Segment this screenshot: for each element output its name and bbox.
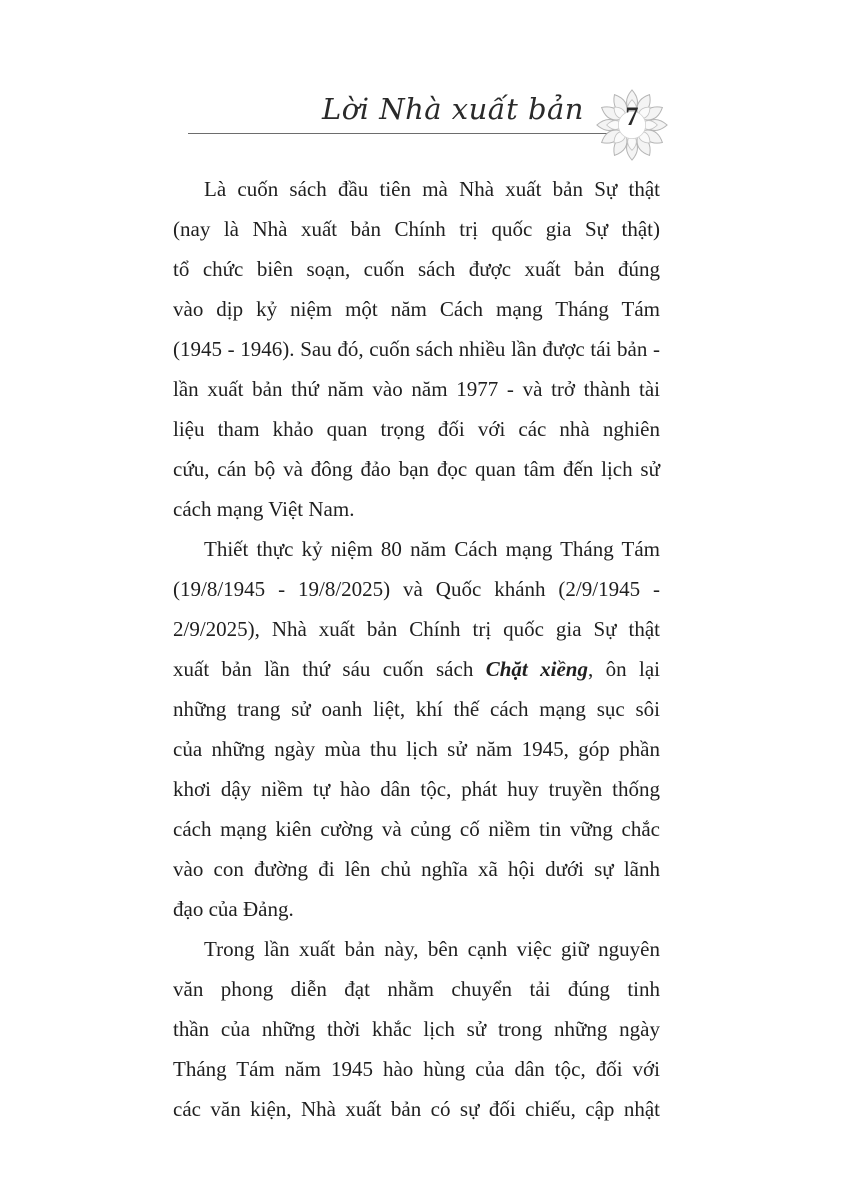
text-line: vào con đường đi lên chủ nghĩa xã hội dưới sự lãnh xyxy=(173,857,660,881)
text-line: đạo của Đảng. xyxy=(173,897,294,921)
text-line: văn phong diễn đạt nhằm chuyển tải đúng tinh xyxy=(173,977,660,1001)
text-run: , ôn lại xyxy=(587,657,660,681)
text-line: của những ngày mùa thu lịch sử năm 1945, góp phần xyxy=(173,737,660,761)
text-line: liệu tham khảo quan trọng đối với các nhà nghiên xyxy=(173,417,660,441)
text-line: Trong lần xuất bản này, bên cạnh việc giữ nguyên xyxy=(204,937,660,961)
text-run: xuất bản lần thứ sáu cuốn sách xyxy=(173,657,486,681)
text-line: lần xuất bản thứ năm vào năm 1977 - và trở thành tài xyxy=(173,377,660,401)
text-line: (nay là Nhà xuất bản Chính trị quốc gia Sự thật) xyxy=(173,217,660,241)
text-line: 2/9/2025), Nhà xuất bản Chính trị quốc gia Sự thật xyxy=(173,617,660,641)
text-line: Tháng Tám năm 1945 hào hùng của dân tộc, đối với xyxy=(173,1057,660,1081)
text-line: (1945 - 1946). Sau đó, cuốn sách nhiều lần được tái bản - xyxy=(173,337,660,361)
section-title: Lời Nhà xuất bản xyxy=(322,92,584,126)
text-line: Là cuốn sách đầu tiên mà Nhà xuất bản Sự thật xyxy=(204,177,660,201)
header-divider xyxy=(188,133,612,134)
paragraph xyxy=(173,929,660,1129)
text-line: các văn kiện, Nhà xuất bản có sự đối chiếu, cập nhật xyxy=(173,1097,660,1121)
text-line xyxy=(173,649,660,689)
text-line: khơi dậy niềm tự hào dân tộc, phát huy truyền thống xyxy=(173,777,660,801)
text-line: cứu, cán bộ và đông đảo bạn đọc quan tâm đến lịch sử xyxy=(173,457,660,481)
paragraph xyxy=(173,169,660,529)
paragraph xyxy=(173,529,660,929)
text-line: (19/8/1945 - 19/8/2025) và Quốc khánh (2/9/1945 - xyxy=(173,577,660,601)
text-line: vào dịp kỷ niệm một năm Cách mạng Tháng Tám xyxy=(173,297,660,321)
text-line: cách mạng Việt Nam. xyxy=(173,497,355,521)
text-line: những trang sử oanh liệt, khí thế cách mạng sục sôi xyxy=(173,697,660,721)
book-title: Chặt xiềng xyxy=(485,657,588,681)
text-line: cách mạng kiên cường và củng cố niềm tin vững chắc xyxy=(173,817,660,841)
page-body xyxy=(173,169,660,1129)
page-number: 7 xyxy=(625,102,639,131)
text-line: tổ chức biên soạn, cuốn sách được xuất bản đúng xyxy=(173,257,660,281)
text-line: thần của những thời khắc lịch sử trong những ngày xyxy=(173,1017,660,1041)
text-line: Thiết thực kỷ niệm 80 năm Cách mạng Tháng Tám xyxy=(204,537,660,561)
